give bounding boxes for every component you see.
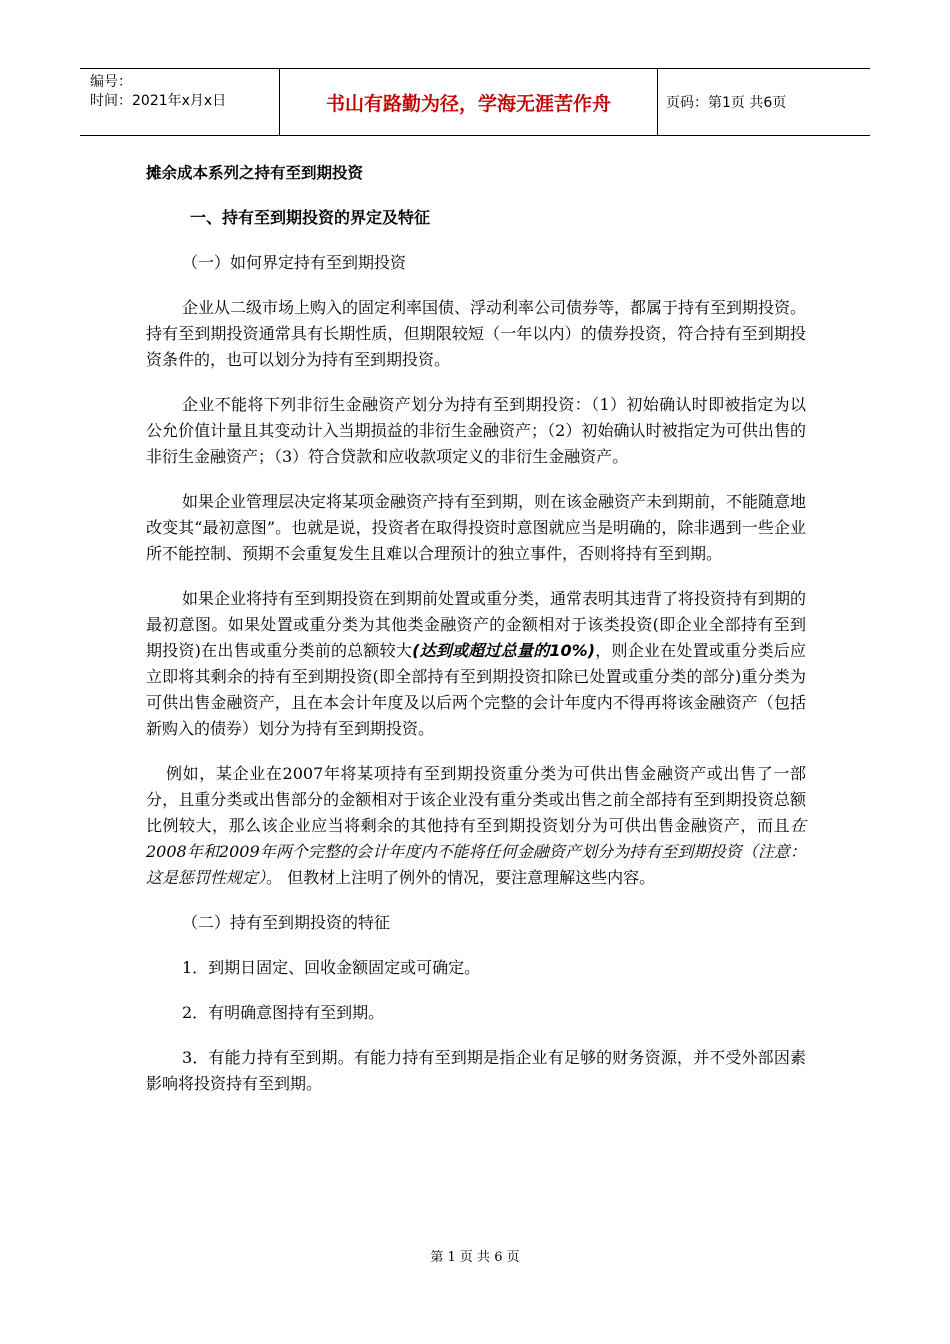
section-heading: 一、持有至到期投资的界定及特征 [190,208,431,227]
document-body [146,160,806,1116]
list-item: 3．有能力持有至到期。有能力持有至到期是指企业有足够的财务资源，并不受外部因素影响将投资持有至到期。 [146,1048,806,1093]
paragraph-text: ，则企业在处置或重分类后应立即将其剩余的持有至到期投资(即全部持有至到期投资扣除已处置或重分类的部分)重分类为可供出售金融资产，且在本会计年度及以后两个完整的会计年度内不得再将该金融资产（包括新购入的债券）划分为持有至到期投资。 [146,641,806,738]
header-meta [80,69,280,135]
page-footer: 第 1 页 共 6 页 [430,1250,520,1265]
emphasis-text: (达到或超过总量的10%) [412,641,596,660]
header-motto: 书山有路勤为径，学海无涯苦作舟 [280,69,658,135]
number-label: 编号： [90,74,132,90]
list-item: 1．到期日固定、回收金额固定或可确定。 [182,958,481,977]
paragraph-text: 。 但教材上注明了例外的情况，要注意理解这些内容。 [266,868,656,887]
subsection-heading: （一）如何界定持有至到期投资 [182,253,407,272]
document-title: 摊余成本系列之持有至到期投资 [146,164,364,182]
paragraph [146,761,806,891]
paragraph: 如果企业管理层决定将某项金融资产持有至到期，则在该金融资产未到期前，不能随意地改变其“最初意图”。也就是说，投资者在取得投资时意图就应当是明确的，除非遇到一些企业所不能控制、预期不会重复发生且难以合理预计的独立事件，否则将持有至到期。 [146,492,807,563]
paragraph-text: 如果企业将持有至到期投资在到期前处置或重分类，通常表明其违背了将投资持有到期的最初意图。如果处置或重分类为其他类金融资产的金额相对于该类投资(即企业全部持有至到期投资)在出售或重分类前的总额较大 [146,589,807,660]
list-item: 2．有明确意图持有至到期。 [182,1003,385,1022]
paragraph [146,586,806,742]
subsection-heading: （二）持有至到期投资的特征 [182,913,391,932]
date-label: 时间：2021年x月x日 [90,93,227,109]
paragraph: 企业从二级市场上购入的固定利率国债、浮动利率公司债券等，都属于持有至到期投资。持有至到期投资通常具有长期性质，但期限较短（一年以内）的债券投资，符合持有至到期投资条件的，也可以划分为持有至到期投资。 [146,298,807,369]
paragraph-text: 例如，某企业在2007年将某项持有至到期投资重分类为可供出售金融资产或出售了一部分，且重分类或出售部分的金额相对于该企业没有重分类或出售之前全部持有至到期投资总额比例较大，那么该企业应当将剩余的其他持有至到期投资划分为可供出售金融资产，而且 [146,764,806,835]
paragraph: 企业不能将下列非衍生金融资产划分为持有至到期投资：（1）初始确认时即被指定为以公允价值计量且其变动计入当期损益的非衍生金融资产；（2）初始确认时被指定为可供出售的非衍生金融资产；（3）符合贷款和应收款项定义的非衍生金融资产。 [146,395,806,466]
page-header [80,68,870,136]
header-page-info: 页码：第1页 共6页 [666,95,787,111]
emphasis-text: 在2008年和2009年两个完整的会计年度内不能将任何金融资产划分为持有至到期投资（注意：这是惩罚性规定） [146,816,806,887]
